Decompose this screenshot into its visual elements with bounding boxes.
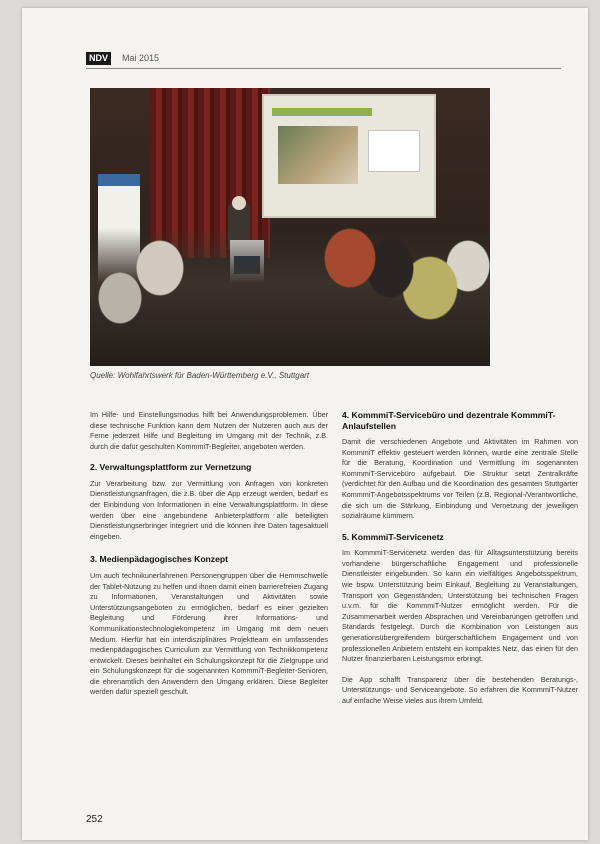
intro-paragraph: Im Hilfe- und Einstellungsmodus hilft bei Anwendungsproblemen. Über diese technische Funktion kann dem Nutzen der Nutzeren auch aus der Ferne jederzeit Hilfe und Begleitung im Umgang mit der Technik, z.B. durch die dafür geschulten KommmiT-Begleiter, angeboten werden. xyxy=(90,410,328,451)
header-rule xyxy=(86,68,561,69)
banner-header xyxy=(98,174,140,186)
section-heading-4: 4. KommmiT-Servicebüro und dezentrale KommmiT-Anlaufstellen xyxy=(342,410,556,431)
photo-caption: Quelle: Wohlfahrtswerk für Baden-Württemberg e.V., Stuttgart xyxy=(90,371,310,380)
slide-picture xyxy=(278,126,358,184)
section-heading-3: 3. Medienpädagogisches Konzept xyxy=(90,554,228,565)
issue-date: Mai 2015 xyxy=(122,53,160,63)
audience xyxy=(90,228,490,366)
projection-screen xyxy=(262,94,436,218)
journal-badge: NDV xyxy=(86,52,111,65)
section-5-paragraph: Im KommmiT-Servicenetz werden das für Alltagsunterstützung bereits vorhandene bürgerschaftliche Engagement und professionelle Dienstleister eingebunden. So kann ein vielfältiges Angebotsspektrum, wie bspw. Unterstützung beim Einkauf, Begleitung zu Veranstaltungen, Transport von Gegenständen, Unterstützung bei technischen Fragen u.v.m. für die KommmiT-Nutzer ermöglicht werden. Für die Zusammenarbeit werden Absprachen und Vereinbarungen getroffen und Standards festgelegt. Durch die Kombination von Leistungen aus generationsübergreifendem bürgerschaftlichem Engagement und von professionellen Anbietern entsteht ein kompaktes Netz, das einen für den Nutzer finanzierbaren Leistungsmix erbringt. xyxy=(342,548,578,664)
section-2-paragraph: Zur Verarbeitung bzw. zur Vermittlung von Anfragen von konkreten Dienstleistungsanfragen, die z.B. über die App erzeugt werden, bedarf es der Einbindung von Informationen in eine Verwaltungsplattform. In diese werden über eine angebundene Anbieterplattform alle beteiligten Dienstleistungserbringer integriert und die können ihre Daten tagesaktuell eingeben. xyxy=(90,478,328,541)
right-column xyxy=(342,410,578,707)
slide-title-bar xyxy=(272,108,372,116)
slide-textbox xyxy=(368,130,420,172)
closing-paragraph: Die App schafft Transparenz über die bestehenden Beratungs-, Unterstützungs- und Serviceangebote. So erfahren die KommmiT-Nutzer auf einfache Weise vieles aus ihrem Umfeld. xyxy=(342,674,578,705)
left-column xyxy=(90,410,328,698)
speaker-head xyxy=(232,196,246,210)
page-header xyxy=(86,50,561,70)
section-heading-5: 5. KommmiT-Servicenetz xyxy=(342,531,444,542)
document-page xyxy=(22,8,588,840)
conference-photo xyxy=(90,88,490,366)
section-3-paragraph: Um auch technikunerfahrenen Personengruppen über die Hemmschwelle der Tablet-Nutzung zu helfen und ihnen damit einen barrierefreien Zugang zu Informationen, Veranstaltungen und Aktivitäten sowie Unterstützungsangeboten zu ermöglichen, bedarf es einer gezielten Begleitung und Förderung ihrer Informations- und Kommunikationstechnologiekompetenz im Umgang mit dem neuen Medium. Hierfür hat ein interdisziplinäres Projektteam ein umfassendes medienpädagogisches Curriculum zur Vermittlung von Technikkompetenz entwickelt. Dieses beinhaltet ein Schulungskonzept für die Zielgruppe und ein Schulungskonzept für die sogenannten KommmiT-Begleiter-Senioren, die ehrenamtlich den Anwendern den Umgang erklären. Diese Begleiter werden dafür speziell geschult. xyxy=(90,570,328,697)
section-4-paragraph: Damit die verschiedenen Angebote und Aktivitäten im Rahmen von KommmiT effektiv gesteuert werden können, wurde eine zentrale Stelle für die Beratung, Koordination und Vermittlung im sogenannten KommmiT-Servicebüro aufgebaut. Die Struktur setzt Zentralkräfte (verdichtet für den Aufbau und die Koordination des gesamten Stuttgarter KommmiT-Angebotsspektrums vor Teilen (z.B. Regional-/Verantwortliche, die sich um die Stärkung, Einbindung und Vernetzung der jeweiligen sozialräume kümmern. xyxy=(342,437,578,521)
page-number: 252 xyxy=(86,814,103,825)
section-heading-2: 2. Verwaltungsplattform zur Vernetzung xyxy=(90,462,252,473)
